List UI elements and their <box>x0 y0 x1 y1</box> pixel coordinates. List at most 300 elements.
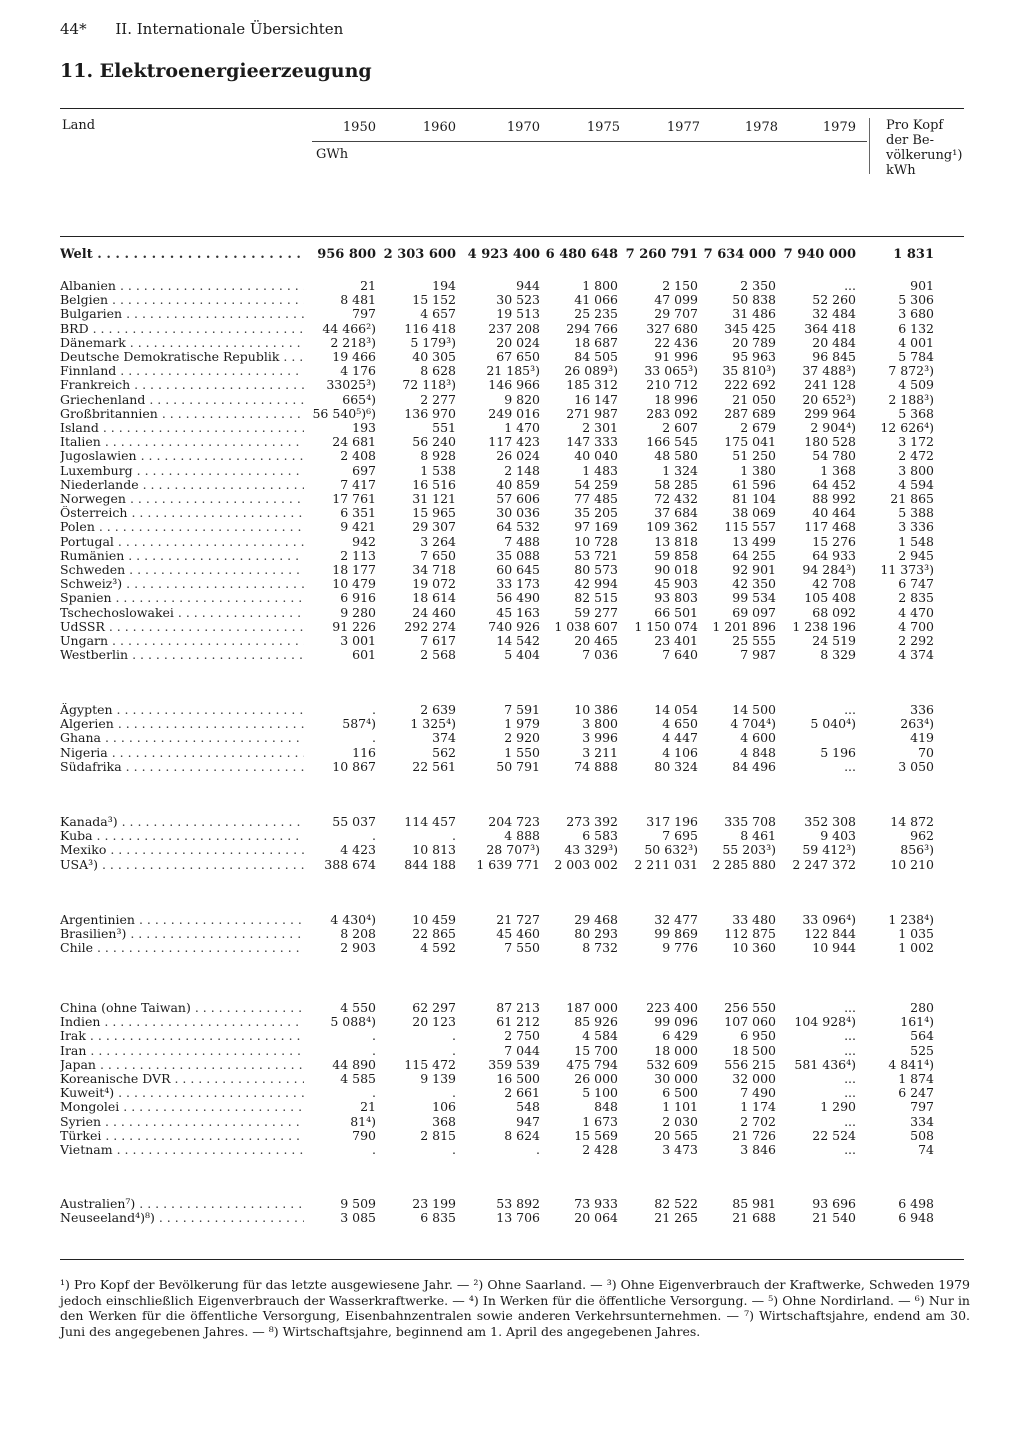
per-capita-value: 564 <box>910 1028 934 1043</box>
generation-value: 54 780 <box>812 448 856 463</box>
generation-value: 2 408 <box>340 448 376 463</box>
generation-value: 18 177 <box>332 562 376 577</box>
table-row <box>0 563 1024 577</box>
generation-value: 1 673 <box>582 1114 618 1129</box>
country-name: Kuweit⁴) . . . <box>60 1086 304 1100</box>
generation-value: 18 000 <box>654 1043 698 1058</box>
generation-value: 23 401 <box>654 633 698 648</box>
per-capita-value: 4 594 <box>898 477 934 492</box>
country-name: Argentinien . . . <box>60 913 304 927</box>
generation-value: 45 460 <box>496 926 540 941</box>
generation-value: 109 362 <box>646 519 698 534</box>
generation-value: 327 680 <box>646 321 698 336</box>
generation-value: 61 212 <box>496 1014 540 1029</box>
generation-value: 3 846 <box>740 1142 776 1157</box>
generation-value: 1 038 607 <box>554 619 618 634</box>
generation-value: 22 561 <box>412 759 456 774</box>
generation-value: 210 712 <box>646 377 698 392</box>
generation-value: 82 522 <box>654 1196 698 1211</box>
per-capita-value: 1 002 <box>898 940 934 955</box>
table-header-rule <box>60 236 964 237</box>
country-name: Tschechoslowakei . . . <box>60 606 304 620</box>
generation-value: 2 428 <box>582 1142 618 1157</box>
table-row <box>0 620 1024 634</box>
column-header-year: 1975 <box>586 120 620 135</box>
generation-value: 91 226 <box>332 619 376 634</box>
generation-value: 57 606 <box>496 491 540 506</box>
generation-value: 2 030 <box>662 1114 698 1129</box>
country-name: Kanada³) . . . <box>60 815 304 829</box>
country-name: Ungarn . . . <box>60 634 304 648</box>
generation-value: 4 106 <box>662 745 698 760</box>
generation-value: 4 430⁴) <box>330 912 376 927</box>
generation-value: 374 <box>432 730 456 745</box>
generation-value: 56 240 <box>412 434 456 449</box>
generation-value: 91 996 <box>654 349 698 364</box>
generation-value: 106 <box>432 1099 456 1114</box>
country-name: Österreich . . . <box>60 506 304 520</box>
generation-value: 93 696 <box>812 1196 856 1211</box>
generation-value: 7 490 <box>740 1085 776 1100</box>
generation-value: 6 950 <box>740 1028 776 1043</box>
per-capita-value: 6 498 <box>898 1196 934 1211</box>
table-row <box>0 815 1024 829</box>
generation-value: 548 <box>516 1099 540 1114</box>
generation-value: 1 238 196 <box>792 619 856 634</box>
generation-value: 8 481 <box>340 292 376 307</box>
generation-value: 55 203³) <box>722 842 776 857</box>
per-capita-value: 4 374 <box>898 647 934 662</box>
table-row <box>0 336 1024 350</box>
country-name: Australien⁷) . . . <box>60 1197 304 1211</box>
generation-value: 80 573 <box>574 562 618 577</box>
generation-value: 2 639 <box>420 702 456 717</box>
generation-value: 55 037 <box>332 814 376 829</box>
generation-value: 64 452 <box>812 477 856 492</box>
table-row <box>0 449 1024 463</box>
table-row <box>0 1197 1024 1211</box>
country-name: Iran . . . <box>60 1044 304 1058</box>
generation-value: 24 519 <box>812 633 856 648</box>
generation-value: 29 307 <box>412 519 456 534</box>
generation-value: 273 392 <box>566 814 618 829</box>
table-row <box>0 464 1024 478</box>
generation-value: 2 301 <box>582 420 618 435</box>
generation-value: 19 513 <box>496 306 540 321</box>
generation-value: ... <box>844 1000 856 1015</box>
per-capita-value: 3 800 <box>898 463 934 478</box>
generation-value: 40 040 <box>574 448 618 463</box>
generation-value: 53 721 <box>574 548 618 563</box>
column-header-year: 1970 <box>506 120 540 135</box>
table-row <box>0 746 1024 760</box>
generation-value: 85 926 <box>574 1014 618 1029</box>
generation-value: 1 324 <box>662 463 698 478</box>
generation-value: 20 123 <box>412 1014 456 1029</box>
generation-value: 42 994 <box>574 576 618 591</box>
generation-value: 947 <box>516 1114 540 1129</box>
generation-value: 85 981 <box>732 1196 776 1211</box>
generation-value: 5 040⁴) <box>810 716 856 731</box>
generation-value: 3 211 <box>582 745 618 760</box>
generation-value: 1 380 <box>740 463 776 478</box>
generation-value: 21 <box>360 278 376 293</box>
generation-value: ... <box>844 759 856 774</box>
per-capita-value: 70 <box>918 745 934 760</box>
per-capita-value: 6 747 <box>898 576 934 591</box>
generation-value: 33 480 <box>732 912 776 927</box>
generation-value: 21 050 <box>732 392 776 407</box>
generation-value: 94 284³) <box>802 562 856 577</box>
table-row <box>0 1143 1024 1157</box>
generation-value: 45 903 <box>654 576 698 591</box>
generation-value: 50 838 <box>732 292 776 307</box>
country-name: Jugoslawien . . . <box>60 449 304 463</box>
per-capita-value: 6 948 <box>898 1210 934 1225</box>
country-name: Schweiz³) . . . <box>60 577 304 591</box>
per-capita-value: 6 132 <box>898 321 934 336</box>
generation-value: 317 196 <box>646 814 698 829</box>
generation-value: 2 350 <box>740 278 776 293</box>
per-capita-value: 12 626⁴) <box>880 420 934 435</box>
generation-value: 2 211 031 <box>634 857 698 872</box>
per-capita-value: 280 <box>910 1000 934 1015</box>
generation-value: 96 845 <box>812 349 856 364</box>
generation-value: 33 096⁴) <box>802 912 856 927</box>
generation-value: 18 614 <box>412 590 456 605</box>
per-capita-value: 5 368 <box>898 406 934 421</box>
generation-value: 19 072 <box>412 576 456 591</box>
generation-value: 740 926 <box>488 619 540 634</box>
table-row <box>0 717 1024 731</box>
generation-value: 28 707³) <box>486 842 540 857</box>
generation-value: 13 706 <box>496 1210 540 1225</box>
table-row <box>0 279 1024 293</box>
per-capita-value: 4 700 <box>898 619 934 634</box>
generation-value: 7 044 <box>504 1043 540 1058</box>
per-capita-value: 5 306 <box>898 292 934 307</box>
generation-value: 2 150 <box>662 278 698 293</box>
generation-value: 60 645 <box>496 562 540 577</box>
footnotes: ¹) Pro Kopf der Bevölkerung für das letzte ausgewiesene Jahr. — ²) Ohne Saarland. — ³) Ohne Eigenverbrauch der Kraftwerke, Schweden 1979 jedoch einschließlich Eigenverbrauch der Wasserkraftwerke. — ⁴) In Werken für die öffentliche Versorgung. — ⁵) Ohne Nordirland. — ⁶) Nur in den Werken für die öffentliche Versorgung, Eisenbahnzentralen sowie anderen Verkehrsunternehmen. — ⁷) Wirtschaftsjahre, endend am 30. Juni des angegebenen Jahres. — ⁸) Wirtschaftsjahre, beginnend am 1. April des angegebenen Jahres. <box>60 1277 970 1339</box>
per-capita-value: 1 874 <box>898 1071 934 1086</box>
generation-value: 35 088 <box>496 548 540 563</box>
generation-value: 10 813 <box>412 842 456 857</box>
generation-value: 117 468 <box>804 519 856 534</box>
table-top-rule <box>60 108 964 109</box>
table-row <box>0 1211 1024 1225</box>
generation-value: 116 418 <box>404 321 456 336</box>
generation-value: 4 657 <box>420 306 456 321</box>
table-row <box>0 378 1024 392</box>
per-capita-value: 525 <box>910 1043 934 1058</box>
generation-value: 2 679 <box>740 420 776 435</box>
table-row-world <box>0 248 1024 262</box>
generation-value: 6 429 <box>662 1028 698 1043</box>
generation-value: 95 963 <box>732 349 776 364</box>
generation-value: 3 996 <box>582 730 618 745</box>
table-bottom-rule <box>60 1259 964 1260</box>
country-name: Südafrika . . . <box>60 760 304 774</box>
generation-value: 72 118³) <box>402 377 456 392</box>
generation-value: 73 933 <box>574 1196 618 1211</box>
generation-value: 4 585 <box>340 1071 376 1086</box>
generation-value: 80 324 <box>654 759 698 774</box>
country-name: UdSSR . . . <box>60 620 304 634</box>
per-capita-value: 1 035 <box>898 926 934 941</box>
generation-value: 204 723 <box>488 814 540 829</box>
generation-value: 42 708 <box>812 576 856 591</box>
country-name: Nigeria . . . <box>60 746 304 760</box>
generation-value: . <box>372 1142 376 1157</box>
country-name: Niederlande . . . <box>60 478 304 492</box>
generation-value: 115 472 <box>404 1057 456 1072</box>
table-row <box>0 393 1024 407</box>
column-header-year: 1979 <box>822 120 856 135</box>
generation-value: 15 965 <box>412 505 456 520</box>
generation-value: 26 024 <box>496 448 540 463</box>
generation-value: 21 726 <box>732 1128 776 1143</box>
generation-value: 50 632³) <box>644 842 698 857</box>
generation-value: 2 815 <box>420 1128 456 1143</box>
generation-value: 287 689 <box>724 406 776 421</box>
generation-value: 115 557 <box>724 519 776 534</box>
per-capita-value: 263⁴) <box>900 716 934 731</box>
country-name: Italien . . . <box>60 435 304 449</box>
generation-value: 6 835 <box>420 1210 456 1225</box>
generation-value: 47 099 <box>654 292 698 307</box>
generation-value: 2 277 <box>420 392 456 407</box>
generation-value: 87 213 <box>496 1000 540 1015</box>
generation-value: 352 308 <box>804 814 856 829</box>
generation-value: 18 687 <box>574 335 618 350</box>
table-row <box>0 520 1024 534</box>
generation-value: 81⁴) <box>350 1114 376 1129</box>
generation-value: 30 036 <box>496 505 540 520</box>
table-row <box>0 843 1024 857</box>
generation-value: 2 750 <box>504 1028 540 1043</box>
generation-value: 44 890 <box>332 1057 376 1072</box>
generation-value: 59 412³) <box>802 842 856 857</box>
generation-value: . <box>372 1085 376 1100</box>
generation-value: . <box>372 702 376 717</box>
generation-value: 6 480 648 <box>545 247 618 262</box>
generation-value: 15 700 <box>574 1043 618 1058</box>
generation-value: 7 987 <box>740 647 776 662</box>
generation-value: 6 351 <box>340 505 376 520</box>
generation-value: 9 139 <box>420 1071 456 1086</box>
generation-value: 33 173 <box>496 576 540 591</box>
generation-value: 388 674 <box>324 857 376 872</box>
generation-value: 16 516 <box>412 477 456 492</box>
generation-value: 299 964 <box>804 406 856 421</box>
generation-value: 67 650 <box>496 349 540 364</box>
generation-value: 29 707 <box>654 306 698 321</box>
generation-value: 359 539 <box>488 1057 540 1072</box>
generation-value: 4 888 <box>504 828 540 843</box>
table-row <box>0 591 1024 605</box>
generation-value: 2 113 <box>340 548 376 563</box>
per-capita-value: 3 050 <box>898 759 934 774</box>
per-capita-value: 4 001 <box>898 335 934 350</box>
generation-value: 99 096 <box>654 1014 698 1029</box>
per-capita-value: 2 292 <box>898 633 934 648</box>
generation-value: 562 <box>432 745 456 760</box>
generation-value: 175 041 <box>724 434 776 449</box>
generation-value: 66 501 <box>654 605 698 620</box>
generation-value: 21 <box>360 1099 376 1114</box>
generation-value: 20 064 <box>574 1210 618 1225</box>
table-row <box>0 1044 1024 1058</box>
generation-value: 51 250 <box>732 448 776 463</box>
country-name: BRD . . . <box>60 322 304 336</box>
generation-value: 25 555 <box>732 633 776 648</box>
table-row <box>0 1086 1024 1100</box>
table-row <box>0 407 1024 421</box>
generation-value: 54 259 <box>574 477 618 492</box>
generation-value: 23 199 <box>412 1196 456 1211</box>
generation-value: 4 176 <box>340 363 376 378</box>
table-row <box>0 1115 1024 1129</box>
generation-value: 34 718 <box>412 562 456 577</box>
per-capita-value: 4 509 <box>898 377 934 392</box>
generation-value: 551 <box>432 420 456 435</box>
table-row <box>0 858 1024 872</box>
generation-value: . <box>372 1043 376 1058</box>
generation-value: 1 639 771 <box>476 857 540 872</box>
generation-value: 1 201 896 <box>712 619 776 634</box>
per-capita-value: 334 <box>910 1114 934 1129</box>
table-row <box>0 941 1024 955</box>
table-row <box>0 1058 1024 1072</box>
country-name: Belgien . . . <box>60 293 304 307</box>
generation-value: 956 800 <box>317 247 376 262</box>
generation-value: 6 583 <box>582 828 618 843</box>
generation-value: 15 152 <box>412 292 456 307</box>
country-name: Welt . . . <box>60 248 304 262</box>
generation-value: 4 447 <box>662 730 698 745</box>
generation-value: 7 488 <box>504 534 540 549</box>
generation-value: 42 350 <box>732 576 776 591</box>
generation-value: 5 179³) <box>410 335 456 350</box>
generation-value: . <box>536 1142 540 1157</box>
generation-value: 52 260 <box>812 292 856 307</box>
generation-value: 22 865 <box>412 926 456 941</box>
generation-value: 21 688 <box>732 1210 776 1225</box>
generation-value: 32 000 <box>732 1071 776 1086</box>
generation-value: 56 490 <box>496 590 540 605</box>
generation-value: ... <box>844 1043 856 1058</box>
generation-value: ... <box>844 1085 856 1100</box>
generation-value: 9 421 <box>340 519 376 534</box>
generation-value: 7 940 000 <box>783 247 856 262</box>
generation-value: 345 425 <box>724 321 776 336</box>
generation-value: 944 <box>516 278 540 293</box>
per-capita-value: 336 <box>910 702 934 717</box>
generation-value: 665⁴) <box>342 392 376 407</box>
country-name: Luxemburg . . . <box>60 464 304 478</box>
generation-value: 22 436 <box>654 335 698 350</box>
generation-value: 10 479 <box>332 576 376 591</box>
generation-value: 368 <box>432 1114 456 1129</box>
generation-value: 8 732 <box>582 940 618 955</box>
generation-value: 9 820 <box>504 392 540 407</box>
table-row <box>0 913 1024 927</box>
generation-value: 10 360 <box>732 940 776 955</box>
per-capita-value: 1 831 <box>893 247 934 262</box>
column-header-land: Land <box>62 118 96 133</box>
generation-value: 335 708 <box>724 814 776 829</box>
table-row <box>0 731 1024 745</box>
generation-value: 1 800 <box>582 278 618 293</box>
generation-value: 45 163 <box>496 605 540 620</box>
generation-value: 4 592 <box>420 940 456 955</box>
generation-value: 74 888 <box>574 759 618 774</box>
generation-value: 2 607 <box>662 420 698 435</box>
generation-value: 15 276 <box>812 534 856 549</box>
generation-value: 3 800 <box>582 716 618 731</box>
generation-value: 16 147 <box>574 392 618 407</box>
per-capita-line: völkerung¹) <box>886 148 963 163</box>
generation-value: 9 776 <box>662 940 698 955</box>
generation-value: 37 684 <box>654 505 698 520</box>
generation-value: 32 477 <box>654 912 698 927</box>
country-name: Dänemark . . . <box>60 336 304 350</box>
generation-value: 18 996 <box>654 392 698 407</box>
generation-value: 22 524 <box>812 1128 856 1143</box>
generation-value: 2 702 <box>740 1114 776 1129</box>
generation-value: 112 875 <box>724 926 776 941</box>
generation-value: 3 264 <box>420 534 456 549</box>
generation-value: 92 901 <box>732 562 776 577</box>
generation-value: 1 483 <box>582 463 618 478</box>
generation-value: 4 600 <box>740 730 776 745</box>
table-row <box>0 435 1024 449</box>
generation-value: 8 624 <box>504 1128 540 1143</box>
generation-value: 8 928 <box>420 448 456 463</box>
country-name: Chile . . . <box>60 941 304 955</box>
generation-value: 80 293 <box>574 926 618 941</box>
generation-value: 2 568 <box>420 647 456 662</box>
country-name: Norwegen . . . <box>60 492 304 506</box>
generation-value: 33025³) <box>326 377 376 392</box>
generation-value: 5 196 <box>820 745 856 760</box>
generation-value: 3 085 <box>340 1210 376 1225</box>
country-name: Griechenland . . . <box>60 393 304 407</box>
generation-value: 9 403 <box>820 828 856 843</box>
generation-value: 790 <box>352 1128 376 1143</box>
table-row <box>0 1129 1024 1143</box>
generation-value: 59 277 <box>574 605 618 620</box>
generation-value: ... <box>844 702 856 717</box>
generation-value: 13 818 <box>654 534 698 549</box>
generation-value: 26 000 <box>574 1071 618 1086</box>
generation-value: 9 509 <box>340 1196 376 1211</box>
generation-value: 1 368 <box>820 463 856 478</box>
generation-value: 2 920 <box>504 730 540 745</box>
generation-value: 4 550 <box>340 1000 376 1015</box>
per-capita-value: 74 <box>918 1142 934 1157</box>
table-row <box>0 364 1024 378</box>
country-name: Westberlin . . . <box>60 648 304 662</box>
per-capita-value: 797 <box>910 1099 934 1114</box>
generation-value: 20 789 <box>732 335 776 350</box>
country-name: Syrien . . . <box>60 1115 304 1129</box>
country-name: Schweden . . . <box>60 563 304 577</box>
column-header-year: 1977 <box>666 120 700 135</box>
generation-value: 223 400 <box>646 1000 698 1015</box>
table-row <box>0 478 1024 492</box>
